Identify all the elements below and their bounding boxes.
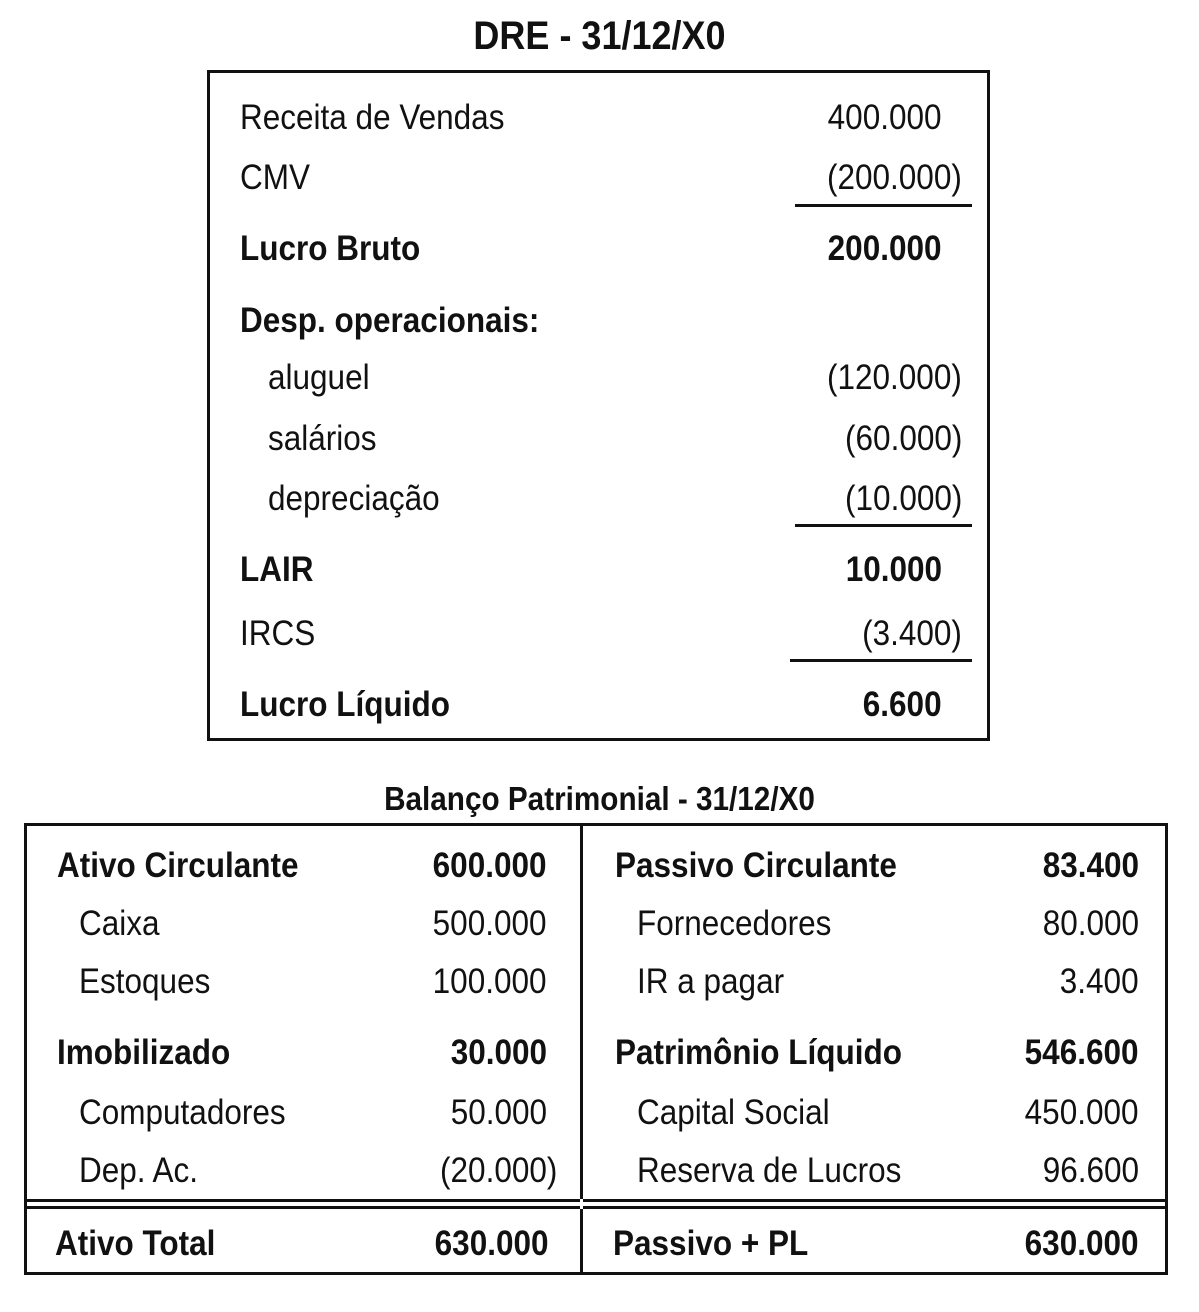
row-value: (60.000) [844,419,962,458]
row-label: Computadores [79,1093,286,1132]
row-label: Receita de Vendas [240,98,505,137]
row-value: 83.400 [1042,846,1139,885]
row-value: 450.000 [1025,1093,1139,1132]
ir-a-pagar-row [615,962,1139,1002]
row-label: depreciação [268,479,440,518]
row-label: Passivo Circulante [615,846,897,885]
dre-row-ircs [240,614,962,654]
row-value: 50.000 [450,1093,547,1132]
row-label: IRCS [240,614,316,653]
dre-row-depreciacao [240,479,962,519]
subtotal-underline [790,659,972,662]
row-label: Ativo Total [55,1224,216,1263]
row-label: Ativo Circulante [57,846,299,885]
row-label: Caixa [79,904,160,943]
dre-row-cmv [240,158,962,198]
row-label: Estoques [79,962,211,1001]
divider-gap [580,1199,583,1209]
dre-row-lair [240,550,962,590]
row-label: IR a pagar [637,962,785,1001]
capital-social-row [615,1093,1139,1133]
row-label: Desp. operacionais: [240,301,540,340]
dre-statement [207,70,990,741]
row-value: 200.000 [828,229,942,268]
row-value: 600.000 [433,846,547,885]
row-label: CMV [240,158,311,197]
dre-title: DRE - 31/12/X0 [473,14,726,58]
dre-row-desp-header [240,301,962,341]
row-value: (200.000) [827,158,962,197]
row-label: salários [268,419,377,458]
dre-row-aluguel [240,358,962,398]
row-label: aluguel [268,358,370,397]
row-value: 10.000 [845,550,942,589]
dre-row-salarios [240,419,962,459]
fornecedores-row [615,904,1139,944]
row-value: 80.000 [1042,904,1139,943]
row-value: 6.600 [863,685,942,724]
subtotal-underline [795,524,972,527]
row-value: 630.000 [435,1224,549,1263]
total-divider [27,1206,1165,1209]
row-label: Capital Social [637,1093,830,1132]
row-value: 100.000 [433,962,547,1001]
ativo-circulante-row [57,846,547,886]
row-label: LAIR [240,550,314,589]
patrimonio-liquido-row [615,1033,1139,1073]
passivo-total-row [613,1224,1139,1264]
dep-ac-row [57,1151,557,1191]
ativo-total-row [55,1224,549,1264]
row-value: 30.000 [450,1033,547,1072]
row-label: Fornecedores [637,904,832,943]
row-value: 546.600 [1025,1033,1139,1072]
row-label: Passivo + PL [613,1224,809,1263]
row-label: Lucro Líquido [240,685,450,724]
dre-row-lucro-bruto [240,229,962,269]
balanco-title: Balanço Patrimonial - 31/12/X0 [384,780,815,817]
caixa-row [57,904,547,944]
passivo-circulante-row [615,846,1139,886]
imobilizado-row [57,1033,547,1073]
row-label: Imobilizado [57,1033,231,1072]
row-value: (10.000) [844,479,962,518]
reserva-de-lucros-row [615,1151,1139,1191]
dre-row-receita [240,98,962,138]
row-value: 96.600 [1042,1151,1139,1190]
row-value: 400.000 [828,98,942,137]
total-divider [27,1199,1165,1202]
row-value: (3.400) [862,614,962,653]
row-value: 500.000 [433,904,547,943]
row-label: Reserva de Lucros [637,1151,902,1190]
row-label: Lucro Bruto [240,229,421,268]
dre-row-lucro-liquido [240,685,962,725]
row-value: (120.000) [827,358,962,397]
row-label: Dep. Ac. [79,1151,199,1190]
row-label: Patrimônio Líquido [615,1033,902,1072]
balanco-patrimonial [24,823,1168,1275]
subtotal-underline [795,204,972,207]
estoques-row [57,962,547,1002]
row-value: 630.000 [1025,1224,1139,1263]
row-value: (20.000) [439,1151,557,1190]
row-value: 3.400 [1060,962,1139,1001]
computadores-row [57,1093,547,1133]
